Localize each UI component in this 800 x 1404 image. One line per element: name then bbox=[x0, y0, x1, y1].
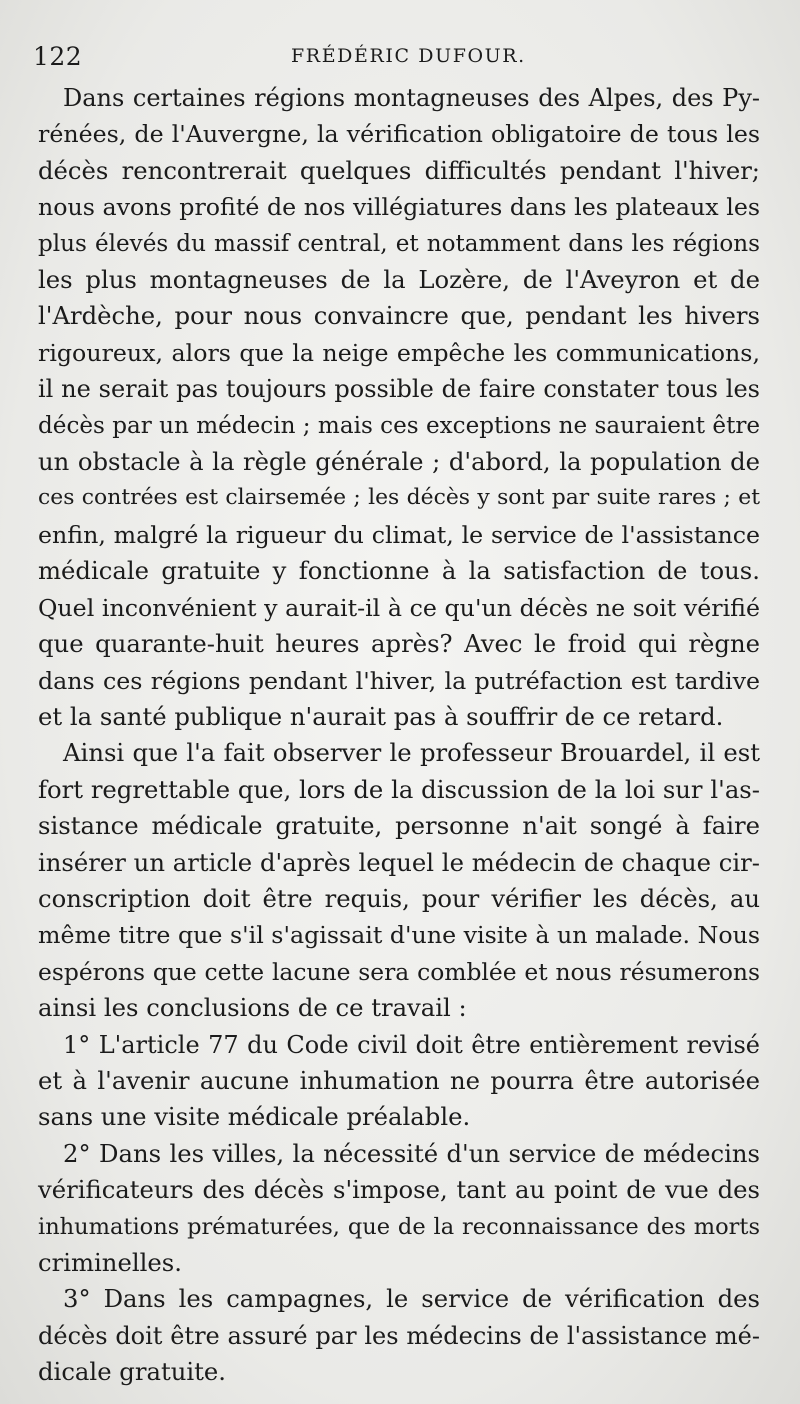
text-line: dans ces régions pendant l'hiver, la putréfaction est tardive bbox=[38, 666, 760, 695]
text-line: médicale gratuite y fonctionne à la satisfaction de tous. bbox=[38, 556, 760, 586]
text-line: 1° L'article 77 du Code civil doit être entièrement revisé bbox=[63, 1030, 760, 1059]
text-line: plus élevés du massif central, et notamment dans les régions bbox=[38, 230, 760, 257]
text-line: et à l'avenir aucune inhumation ne pourra être autorisée bbox=[38, 1065, 760, 1095]
text-line: décès rencontrerait quelques difficultés pendant l'hiver; bbox=[38, 155, 760, 185]
body-text bbox=[38, 80, 760, 1391]
text-line: Ainsi que l'a fait observer le professeur Brouardel, il est bbox=[63, 738, 760, 768]
text-line: enfin, malgré la rigueur du climat, le service de l'assistance bbox=[38, 520, 760, 549]
text-line: 3° Dans les campagnes, le service de vérification des bbox=[63, 1284, 760, 1314]
paragraph bbox=[38, 1027, 760, 1136]
text-line: sans une visite médicale préalable. bbox=[38, 1102, 471, 1132]
page-header bbox=[33, 42, 760, 72]
text-line: nous avons profité de nos villégiatures dans les plateaux les bbox=[38, 193, 760, 222]
text-line: que quarante-huit heures après? Avec le froid qui règne bbox=[38, 629, 760, 659]
text-line: espérons que cette lacune sera comblée et nous résumerons bbox=[38, 957, 760, 986]
text-line: décès par un médecin ; mais ces exceptions ne sauraient être bbox=[38, 412, 761, 439]
text-line: ces contrées est clairsemée ; les décès y sont par suite rares ; et bbox=[38, 485, 760, 511]
text-line: un obstacle à la règle générale ; d'abord, la population de bbox=[38, 447, 760, 477]
paragraph bbox=[38, 1281, 760, 1390]
text-line: Dans certaines régions montagneuses des Alpes, des Py- bbox=[63, 84, 760, 112]
text-line: ainsi les conclusions de ce travail : bbox=[38, 993, 467, 1023]
paragraph bbox=[38, 1136, 760, 1282]
text-line: l'Ardèche, pour nous convaincre que, pendant les hivers bbox=[38, 301, 760, 331]
text-line: sistance médicale gratuite, personne n'ait songé à faire bbox=[38, 811, 760, 841]
text-line: criminelles. bbox=[38, 1248, 182, 1277]
text-line: insérer un article d'après lequel le médecin de chaque cir- bbox=[38, 847, 760, 877]
paragraph bbox=[38, 80, 760, 735]
text-line: et la santé publique n'aurait pas à souffrir de ce retard. bbox=[38, 701, 724, 731]
paragraph bbox=[38, 735, 760, 1026]
text-line: décès doit être assuré par les médecins de l'assistance mé- bbox=[38, 1321, 760, 1350]
text-line: rigoureux, alors que la neige empêche les communications, bbox=[38, 338, 760, 367]
text-line: dicale gratuite. bbox=[38, 1357, 226, 1387]
text-line: vérificateurs des décès s'impose, tant au point de vue des bbox=[38, 1175, 760, 1205]
text-line: il ne serait pas toujours possible de faire constater tous les bbox=[38, 375, 760, 404]
text-line: fort regrettable que, lors de la discussion de la loi sur l'as- bbox=[38, 774, 760, 804]
text-line: Quel inconvénient y aurait-il à ce qu'un décès ne soit vérifié bbox=[38, 593, 760, 622]
text-line: les plus montagneuses de la Lozère, de l'Aveyron et de bbox=[38, 265, 760, 295]
page-number: 122 bbox=[33, 42, 83, 71]
text-line: rénées, de l'Auvergne, la vérification obligatoire de tous les bbox=[38, 120, 760, 149]
text-line: même titre que s'il s'agissait d'une visite à un malade. Nous bbox=[38, 921, 760, 950]
text-line: conscription doit être requis, pour vérifier les décès, au bbox=[38, 883, 760, 913]
text-line: inhumations prématurées, que de la reconnaissance des morts bbox=[38, 1213, 760, 1240]
text-line: 2° Dans les villes, la nécessité d'un service de médecins bbox=[63, 1138, 760, 1168]
running-title: FRÉDÉRIC DUFOUR. bbox=[291, 45, 526, 67]
